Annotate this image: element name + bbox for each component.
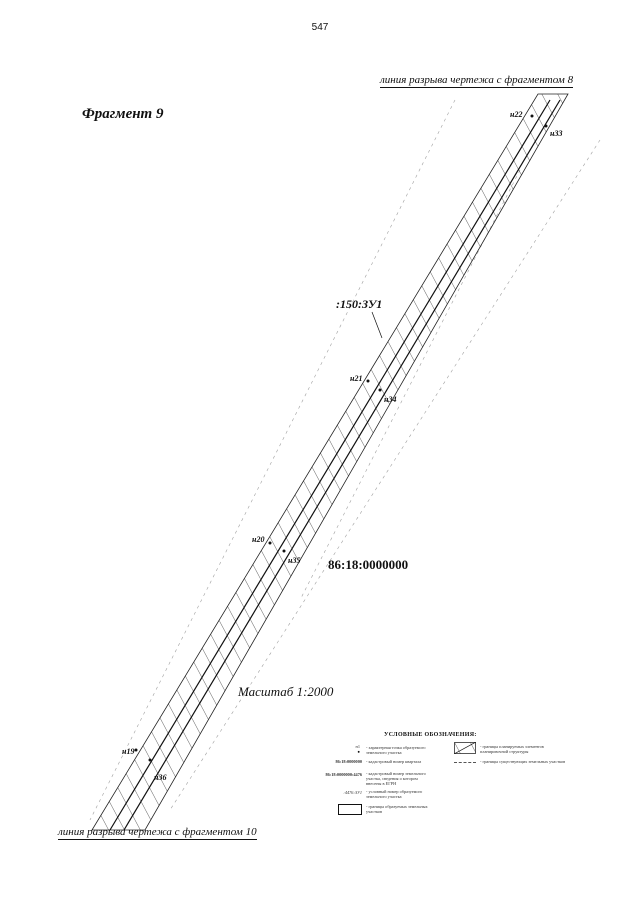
point-n36 xyxy=(149,759,152,762)
page-number: 547 xyxy=(311,22,329,33)
point-n33 xyxy=(545,125,548,128)
parcel-label: :150:ЗУ1 xyxy=(336,297,383,311)
legend-zone-swatch xyxy=(454,742,476,754)
legend-zone-text: - границы планируемых элементов планировочной структуры xyxy=(480,744,544,754)
legend-conditional-text: - условный номер образуемого земельного участка xyxy=(366,789,423,799)
point-label-n33: н33 xyxy=(550,129,563,138)
point-n35 xyxy=(283,550,286,553)
cadastral-quarter-label: 86:18:0000000 xyxy=(328,557,409,572)
legend-quarter-text: - кадастровый номер квартала xyxy=(366,759,422,764)
legend-cadnum-text: - кадастровый номер земельного участка, сведения о котором внесены в ЕГРН xyxy=(366,771,426,786)
point-label-n36: н36 xyxy=(154,773,167,782)
point-label-n20: н20 xyxy=(252,535,265,544)
legend-existing-swatch xyxy=(454,762,476,763)
break-line-top-label: линия разрыва чертежа с фрагментом 8 xyxy=(380,74,574,86)
legend-existing-text: - границы существующих земельных участков xyxy=(480,759,566,764)
legend-conditional-symbol: :4476:ЗУ1 xyxy=(343,790,362,795)
point-label-n21: н21 xyxy=(350,374,363,383)
point-n34 xyxy=(379,389,382,392)
point-label-n19: н19 xyxy=(122,747,135,756)
point-n21 xyxy=(367,380,370,383)
scale-label: Масштаб 1:2000 xyxy=(238,684,334,699)
break-line-bottom-label: линия разрыва чертежа с фрагментом 10 xyxy=(58,826,257,838)
point-label-n35: н35 xyxy=(288,556,301,565)
legend-point-dot-icon: ● xyxy=(357,749,360,754)
point-n22 xyxy=(531,115,534,118)
leader-line xyxy=(372,312,382,338)
legend-point-symbol-text: н1 xyxy=(355,744,360,749)
legend-quarter-symbol: 86:18:0000000 xyxy=(335,759,362,764)
point-label-n34: н34 xyxy=(384,395,397,404)
legend-point-text: - характерная точка образуемого земельного участка xyxy=(366,745,426,755)
legend-title: УСЛОВНЫЕ ОБОЗНАЧЕНИЯ: xyxy=(384,732,477,738)
point-label-n22: н22 xyxy=(510,110,523,119)
point-n20 xyxy=(269,542,272,545)
fragment-title: Фрагмент 9 xyxy=(82,106,164,122)
planned-structure-zone xyxy=(92,94,568,830)
legend xyxy=(325,732,566,822)
legend-point-symbol xyxy=(340,744,360,754)
point-n19 xyxy=(135,749,138,752)
legend-boundary-text: - границы образуемых земельных участков xyxy=(366,804,428,814)
legend-cadnum-symbol: 86:18:0000000:4476 xyxy=(325,772,362,777)
legend-boundary-swatch xyxy=(338,804,362,815)
